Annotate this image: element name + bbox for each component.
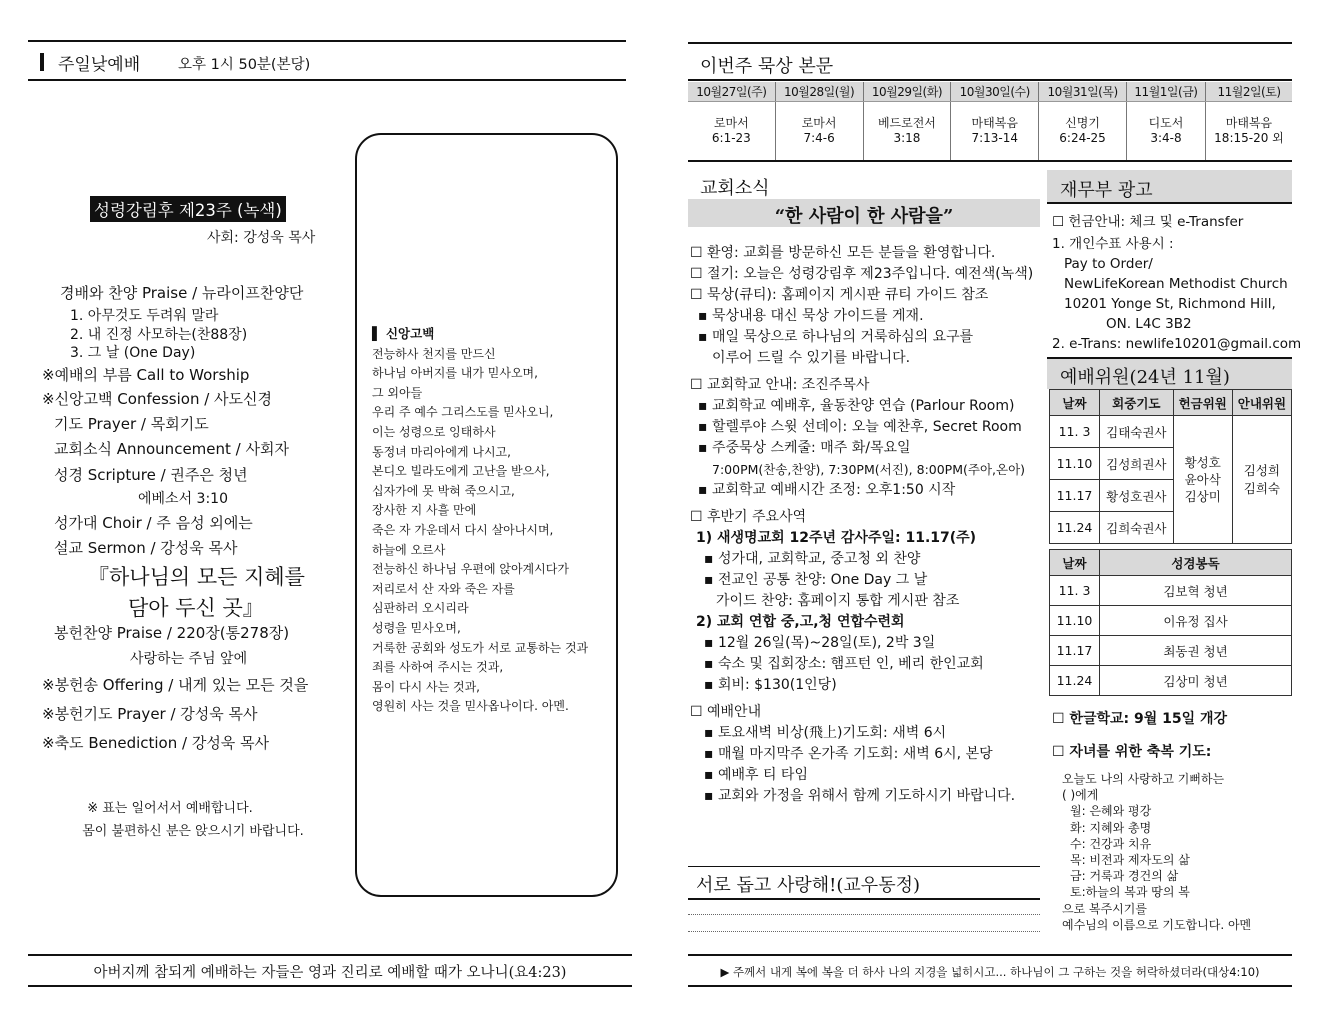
- meditation-ref-cell: [1039, 101, 1127, 161]
- reading-row: [1050, 606, 1292, 636]
- meditation-days-row: [688, 82, 1292, 101]
- reading-header: 성경봉독: [1100, 550, 1292, 576]
- news-line: 1) 새생명교회 12주년 감사주일: 11.17(주): [696, 530, 977, 546]
- meditation-ref-cell: [1205, 101, 1292, 161]
- order-item: 1. 아무것도 두려워 말라: [70, 308, 219, 324]
- servers-prayer: 황성호권사: [1100, 480, 1174, 512]
- news-line: ▪ 예배후 티 타임: [704, 767, 808, 783]
- meditation-day: 10월30일(수): [951, 82, 1039, 101]
- news-line: ☐ 환영: 교회를 방문하신 모든 분들을 환영합니다.: [690, 245, 996, 261]
- news-line: ▪ 전교인 공통 찬양: One Day 그 날: [704, 572, 928, 588]
- meditation-day: 11월2일(토): [1205, 82, 1292, 101]
- reading-date: 11.24: [1050, 666, 1100, 696]
- servers-prayer: 김희숙권사: [1100, 512, 1174, 544]
- meditation-ref: 7:4-6: [803, 130, 835, 145]
- news-line: ▪ 교회학교 예배후, 율동찬양 연습 (Parlour Room): [698, 398, 1015, 414]
- order-item: 에베소서 3:10: [138, 491, 228, 507]
- creed-line: 저리로서 산 자와 죽은 자를: [372, 581, 515, 596]
- meditation-day: 10월28일(월): [775, 82, 863, 101]
- news-line: ▪ 교회학교 예배시간 조정: 오후1:50 시작: [698, 482, 956, 498]
- servers-prayer: 김태숙권사: [1100, 416, 1174, 448]
- order-item: ※신앙고백 Confession / 사도신경: [42, 390, 272, 408]
- creed-line: 죄를 사하여 주시는 것과,: [372, 660, 504, 675]
- creed-line: 장사한 지 사흘 만에: [372, 503, 477, 518]
- meditation-book: 마태복음: [971, 115, 1018, 130]
- footer-rule-top: [28, 954, 632, 956]
- finance-title: 재무부 광고: [1060, 180, 1153, 201]
- right-footer-rule-top: [688, 954, 1292, 956]
- standing-note: ※ 표는 일어서서 예배합니다.: [87, 801, 253, 816]
- servers-header-row: [1050, 390, 1292, 416]
- fellowship-title: 서로 돕고 사랑해!(교우동정): [696, 875, 920, 896]
- right-footer-rule-bottom: [688, 985, 1292, 987]
- creed-line: 십자가에 못 박혀 죽으시고,: [372, 483, 515, 498]
- meditation-book: 디도서: [1148, 115, 1184, 130]
- finance-line: NewLifeKorean Methodist Church: [1064, 276, 1288, 292]
- reading-reader: 최동권 청년: [1100, 636, 1292, 666]
- order-item: 기도 Prayer / 목회기도: [54, 415, 209, 433]
- news-line: ☐ 예배안내: [690, 704, 762, 720]
- meditation-book: 로마서: [713, 115, 749, 130]
- order-item: 성가대 Choir / 주 음성 외에는: [54, 514, 253, 532]
- blessing-line: 월: 은혜와 평강: [1070, 804, 1152, 819]
- news-line: ▪ 성가대, 교회학교, 중고청 외 찬양: [704, 551, 921, 567]
- servers-prayer: 김성희권사: [1100, 448, 1174, 480]
- reading-row: [1050, 636, 1292, 666]
- meditation-day: 10월29일(화): [863, 82, 951, 101]
- blessing-line: 금: 거룩과 경건의 삶: [1070, 869, 1179, 884]
- news-line: ▪ 토요새벽 비상(飛上)기도회: 새벽 6시: [704, 725, 947, 741]
- meditation-day: 11월1일(금): [1126, 82, 1205, 101]
- creed-line: 죽은 자 가운데서 다시 살아나시며,: [372, 522, 554, 537]
- presider: 사회: 강성욱 목사: [207, 230, 316, 246]
- header-bar-marker: [40, 53, 44, 71]
- news-banner: “한 사람이 한 사람을”: [688, 199, 1040, 227]
- order-item: 성경 Scripture / 권주은 청년: [54, 466, 248, 484]
- creed-line: 전능하신 하나님 우편에 앉아계시다가: [372, 562, 569, 577]
- blessing-line: 오늘도 나의 사랑하고 기뻐하는: [1062, 772, 1225, 786]
- creed-line: 본디오 빌라도에게 고난을 받으사,: [372, 464, 550, 479]
- news-line: ▪ 교회와 가정을 위해서 함께 기도하시기 바랍니다.: [704, 788, 1016, 804]
- meditation-ref: 3:4-8: [1150, 130, 1182, 145]
- meditation-ref: 18:15-20 외: [1214, 130, 1284, 145]
- meditation-rule: [688, 79, 1292, 81]
- news-line: ▪ 주중묵상 스케줄: 매주 화/목요일: [698, 440, 911, 456]
- blessing-title: ☐ 자녀를 위한 축복 기도:: [1052, 744, 1212, 760]
- finance-line: Pay to Order/: [1064, 256, 1153, 272]
- service-title: 주일낮예배: [58, 55, 141, 75]
- finance-line: 2. e-Trans: newlife10201@gmail.com: [1052, 336, 1302, 352]
- meditation-ref-cell: [1126, 101, 1205, 161]
- blessing-line: 으로 복주시기를: [1062, 901, 1147, 916]
- meditation-ref: 6:1-23: [711, 130, 751, 145]
- reading-date: 11.17: [1050, 636, 1100, 666]
- blessing-line: 토:하늘의 복과 땅의 복: [1070, 885, 1190, 900]
- right-top-rule: [688, 42, 1292, 44]
- meditation-ref: 3:18: [893, 130, 921, 145]
- creed-title-text: 신앙고백: [385, 326, 435, 341]
- reading-header: 날짜: [1050, 550, 1100, 576]
- header-rule: [28, 79, 626, 81]
- servers-header: 회중기도: [1100, 390, 1174, 416]
- creed-line: 이는 성령으로 잉태하사: [372, 424, 496, 439]
- creed-panel: [372, 324, 612, 717]
- order-item: 2. 내 진정 사모하는(찬88장): [70, 327, 248, 343]
- servers-table: [1049, 389, 1292, 544]
- blessing-line: ( )에게: [1062, 788, 1099, 803]
- fellowship-dotted-line: [688, 914, 1040, 915]
- order-item: 설교 Sermon / 강성욱 목사: [54, 539, 238, 557]
- news-line: 이루어 드릴 수 있기를 바랍니다.: [712, 350, 911, 366]
- finance-line: ☐ 헌금안내: 체크 및 e-Transfer: [1052, 214, 1244, 230]
- reading-header-row: [1050, 550, 1292, 576]
- order-item: ※축도 Benediction / 강성욱 목사: [42, 734, 270, 752]
- creed-line: 그 외아들: [372, 385, 423, 400]
- creed-line: 우리 주 예수 그리스도를 믿사오니,: [372, 405, 554, 420]
- news-title: 교회소식: [700, 178, 770, 199]
- meditation-ref-cell: [775, 101, 863, 161]
- reading-date: 11. 3: [1050, 576, 1100, 606]
- servers-header: 날짜: [1050, 390, 1100, 416]
- meditation-ref-cell: [951, 101, 1039, 161]
- order-item: ※예배의 부름 Call to Worship: [42, 366, 250, 384]
- servers-header: 헌금위원: [1173, 390, 1232, 416]
- reading-reader: 김보혁 청년: [1100, 576, 1292, 606]
- reading-reader: 김상미 청년: [1100, 666, 1292, 696]
- order-item: ※봉헌기도 Prayer / 강성욱 목사: [42, 705, 258, 723]
- fellowship-dotted-line: [688, 931, 1040, 932]
- news-line: ▪ 12월 26일(목)~28일(토), 2박 3일: [704, 635, 936, 651]
- meditation-book: 베드로전서: [877, 115, 936, 130]
- servers-date: 11.17: [1050, 480, 1100, 512]
- meditation-ref: 7:13-14: [971, 130, 1018, 145]
- footer-verse: 아버지께 참되게 예배하는 자들은 영과 진리로 예배할 때가 오나니(요4:23): [93, 965, 567, 981]
- fellowship-rule: [688, 898, 1040, 900]
- news-line: 7:00PM(찬송,찬양), 7:30PM(서진), 8:00PM(주아,온아): [712, 462, 1026, 477]
- order-item: 교회소식 Announcement / 사회자: [54, 440, 289, 458]
- news-line: 2) 교회 연합 중,고,청 연합수련회: [696, 614, 905, 630]
- news-line: ☐ 교회학교 안내: 조진주목사: [690, 377, 870, 393]
- creed-line: 하늘에 오르사: [372, 542, 446, 557]
- blessing-line: 화: 지혜와 총명: [1070, 820, 1152, 835]
- creed-line: 동정녀 마리아에게 나시고,: [372, 444, 511, 459]
- reading-row: [1050, 666, 1292, 696]
- meditation-book: 신명기: [1065, 115, 1100, 130]
- meditation-book: 마태복음: [1225, 115, 1273, 130]
- blessing-line: 목: 비전과 제자도의 삶: [1070, 853, 1190, 868]
- servers-row: [1050, 416, 1292, 448]
- news-line: ▪ 숙소 및 집회장소: 햄프턴 인, 베리 한인교회: [704, 656, 984, 672]
- right-footer-verse: ▶ 주께서 내게 복에 복을 더 하사 나의 지경을 넓히시고... 하나님이 그 구하는 것을 허락하셨더라(대상4:10): [720, 965, 1260, 979]
- order-item: 3. 그 날 (One Day): [70, 345, 196, 361]
- meditation-refs-row: [688, 101, 1292, 161]
- creed-line: 성령을 믿사오며,: [372, 620, 461, 635]
- news-line: ☐ 후반기 주요사역: [690, 509, 807, 525]
- order-item: ※봉헌송 Offering / 내게 있는 모든 것을: [42, 676, 309, 694]
- meditation-day: 10월31일(목): [1039, 82, 1127, 101]
- blessing-lines: [1062, 771, 1292, 933]
- sermon-title-line2: 담아 두신 곳』: [128, 596, 264, 620]
- creed-line: 심판하러 오시리라: [372, 601, 469, 616]
- order-item: 사랑하는 주님 앞에: [130, 651, 248, 667]
- order-item: 봉헌찬양 Praise / 220장(통278장): [54, 624, 290, 642]
- servers-date: 11. 3: [1050, 416, 1100, 448]
- news-line: ☐ 절기: 오늘은 성령강림후 제23주입니다. 예전색(녹색): [690, 266, 1034, 282]
- news-list: [690, 243, 1042, 807]
- finance-lines: [1052, 212, 1302, 354]
- servers-usher: 김성희 김희숙: [1232, 416, 1291, 544]
- finance-line: 10201 Yonge St, Richmond Hill,: [1064, 296, 1276, 312]
- reading-date: 11.10: [1050, 606, 1100, 636]
- servers-header: 안내위원: [1232, 390, 1291, 416]
- news-line: 가이드 찬양: 홈페이지 통합 게시판 참조: [716, 593, 960, 609]
- order-item: 경배와 찬양 Praise / 뉴라이프찬양단: [60, 284, 304, 302]
- servers-title: 예배위원(24년 11월): [1060, 367, 1230, 388]
- news-line: ▪ 할렐루야 스윗 선데이: 오늘 예찬후, Secret Room: [698, 419, 1022, 435]
- blessing-line: 수: 건강과 치유: [1070, 836, 1152, 851]
- korean-school-note: ☐ 한글학교: 9월 15일 개강: [1052, 711, 1228, 727]
- news-line: ▪ 묵상내용 대신 묵상 가이드를 게재.: [698, 308, 924, 324]
- finance-line: ON. L4C 3B2: [1106, 316, 1192, 332]
- fellowship-rule-top: [688, 866, 1040, 867]
- meditation-book: 로마서: [801, 115, 837, 130]
- blessing-line: 예수님의 이름으로 기도합니다. 아멘: [1062, 917, 1252, 932]
- meditation-ref: 6:24-25: [1059, 130, 1106, 145]
- top-rule: [28, 40, 626, 42]
- creed-line: 하나님 아버지를 내가 믿사오며,: [372, 366, 538, 381]
- meditation-title: 이번주 묵상 본문: [700, 56, 834, 77]
- season-label: 성령강림후 제23주 (녹색): [90, 196, 286, 222]
- meditation-table: [688, 82, 1292, 162]
- creed-line: 거룩한 공회와 성도가 서로 교통하는 것과: [372, 640, 589, 655]
- creed-title: ▌ 신앙고백: [372, 326, 435, 341]
- creed-lines: [372, 345, 612, 717]
- footer-rule-bottom: [28, 985, 632, 987]
- servers-date: 11.10: [1050, 448, 1100, 480]
- news-line: ☐ 묵상(큐티): 홈페이지 게시판 큐티 가이드 참조: [690, 287, 989, 303]
- news-line: ▪ 매일 묵상으로 하나님의 거룩하심의 요구를: [698, 329, 974, 345]
- creed-line: 몸이 다시 사는 것과,: [372, 679, 480, 694]
- reading-reader: 이유정 집사: [1100, 606, 1292, 636]
- creed-line: 영원히 사는 것을 믿사옵나이다. 아멘.: [372, 699, 569, 714]
- creed-line: 전능하사 천지를 만드신: [372, 346, 496, 361]
- news-line: ▪ 매월 마지막주 온가족 기도회: 새벽 6시, 본당: [704, 746, 993, 762]
- servers-offering: 황성호 윤아삭 김상미: [1173, 416, 1232, 544]
- finance-line: 1. 개인수표 사용시 :: [1052, 236, 1174, 252]
- meditation-day: 10월27일(주): [688, 82, 775, 101]
- meditation-ref-cell: [863, 101, 951, 161]
- reading-table: [1049, 549, 1292, 696]
- news-line: ▪ 회비: $130(1인당): [704, 677, 837, 693]
- sermon-title-line1: 『하나님의 모든 지혜를: [88, 565, 305, 589]
- meditation-ref-cell: [688, 101, 775, 161]
- service-time: 오후 1시 50분(본당): [178, 57, 311, 73]
- reading-row: [1050, 576, 1292, 606]
- servers-date: 11.24: [1050, 512, 1100, 544]
- seated-note: 몸이 불편하신 분은 앉으시기 바랍니다.: [82, 824, 304, 839]
